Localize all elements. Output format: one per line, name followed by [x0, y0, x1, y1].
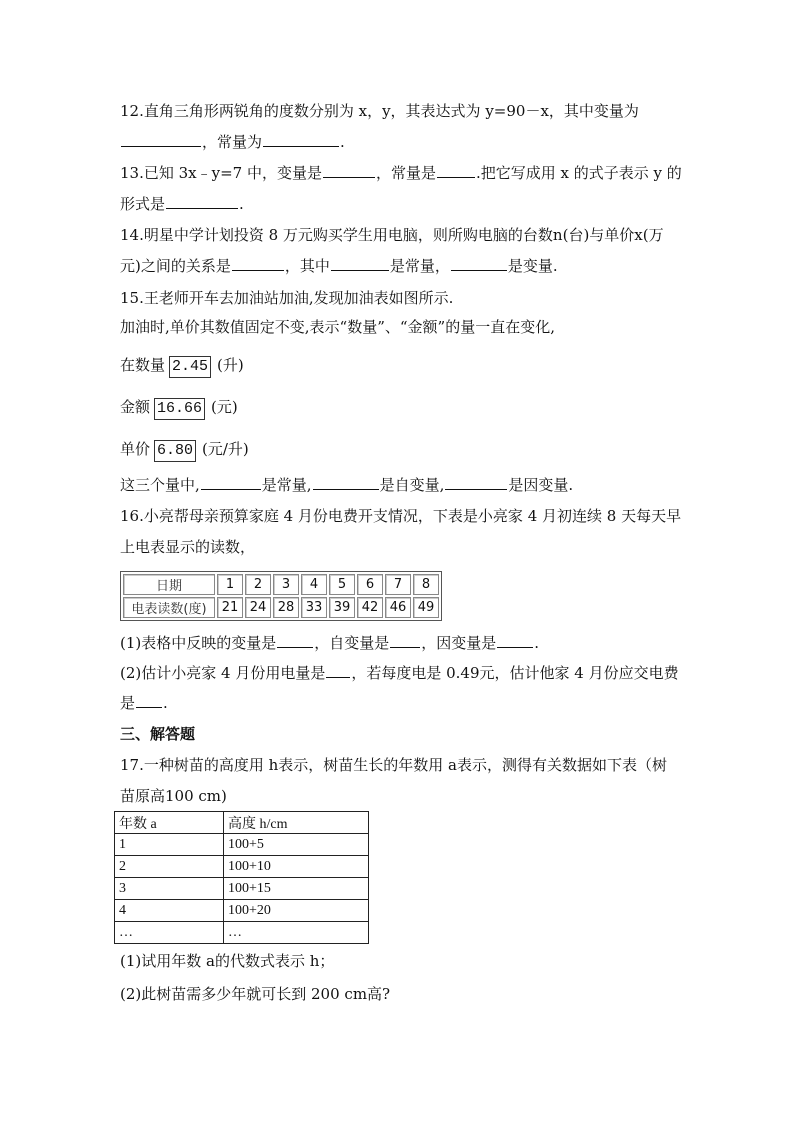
reading-cell: 24 [245, 597, 271, 618]
growth-table [114, 811, 369, 944]
q16-sub2-cont [120, 693, 168, 713]
table-row-date [123, 574, 439, 595]
q16-text: 16.小亮帮母亲预算家庭 4 月份电费开支情况，下表是小亮家 4 月初连续 8 天每天早 [120, 507, 682, 525]
height-cell: 100+5 [224, 834, 369, 856]
q15-amount-row [120, 396, 238, 420]
q17-sub1 [120, 951, 334, 971]
date-cell: 6 [357, 574, 383, 595]
q15-blank-dependent[interactable] [445, 475, 507, 490]
date-cell: 2 [245, 574, 271, 595]
date-cell: 7 [385, 574, 411, 595]
table-row [115, 900, 369, 922]
reading-header: 电表读数(度) [123, 597, 215, 618]
quantity-label: 在数量 [120, 356, 166, 374]
height-cell: … [224, 922, 369, 944]
years-cell: 2 [115, 856, 224, 878]
q14-blank-variable[interactable] [451, 256, 507, 271]
q14-text: 14.明星中学计划投资 8 万元购买学生用电脑，则所购电脑的台数n(台)与单价x(万 [120, 226, 664, 244]
height-cell: 100+20 [224, 900, 369, 922]
q16-sub2-b: ，若每度电是 0.49元，估计他家 4 月份应交电费 [351, 664, 679, 682]
meter-reading-table [120, 571, 442, 621]
q15-q-c: 是自变量, [379, 476, 445, 494]
q16-sub1-b: ，自变量是 [314, 634, 390, 652]
q13-blank-form[interactable] [166, 194, 238, 209]
q15-q-b: 是常量, [261, 476, 312, 494]
q17-line1 [120, 755, 667, 775]
quantity-unit: (升) [217, 356, 244, 374]
q16-blank-dependent[interactable] [497, 633, 533, 648]
price-unit: (元/升) [202, 440, 249, 458]
q13-blank-constant[interactable] [437, 163, 475, 178]
table-row [115, 878, 369, 900]
q15-q-d: 是因变量. [508, 476, 574, 494]
q15-q-a: 这三个量中, [120, 476, 200, 494]
q12-line2 [120, 132, 345, 152]
reading-cell: 33 [301, 597, 327, 618]
q13-line2 [120, 194, 244, 214]
q14-text-c: 是常量， [389, 257, 450, 275]
amount-unit: (元) [211, 398, 238, 416]
q16-blank-independent[interactable] [390, 633, 420, 648]
q16-sub2-a: (2)估计小亮家 4 月份用电量是 [120, 664, 326, 682]
q13-line1 [120, 163, 682, 183]
years-cell: 4 [115, 900, 224, 922]
height-cell: 100+15 [224, 878, 369, 900]
amount-display: 16.66 [154, 398, 205, 420]
reading-cell: 28 [273, 597, 299, 618]
q14-text-a: 元)之间的关系是 [120, 257, 231, 275]
q12-line1 [120, 101, 639, 121]
date-cell: 4 [301, 574, 327, 595]
q16-sub1-d: . [534, 634, 540, 652]
q17-sub2-text: (2)此树苗需多少年就可长到 200 cm高? [120, 985, 391, 1003]
q13-text-a: 13.已知 3x﹣y=7 中，变量是 [120, 164, 322, 182]
q15-blank-constant[interactable] [201, 475, 261, 490]
q16-sub1-c: ，因变量是 [421, 634, 497, 652]
reading-cell: 39 [329, 597, 355, 618]
q14-blank-constant[interactable] [331, 256, 389, 271]
q13-text-form: 形式是 [120, 195, 166, 213]
q12-blank-constant[interactable] [263, 132, 339, 147]
q13-text-c: .把它写成用 x 的式子表示 y 的 [476, 164, 682, 182]
q17-text-2: 苗原高100 cm) [120, 787, 227, 805]
date-header: 日期 [123, 574, 215, 595]
amount-label: 金额 [120, 398, 151, 416]
table-row-reading [123, 597, 439, 618]
date-cell: 5 [329, 574, 355, 595]
q12-text: 12.直角三角形两锐角的度数分别为 x，y，其表达式为 y=90－x，其中变量为 [120, 102, 639, 120]
q14-blank-relation[interactable] [232, 256, 284, 271]
q15-question [120, 475, 573, 495]
col-header-height: 高度 h/cm [224, 812, 369, 834]
q15-price-row [120, 438, 249, 462]
q16-line2 [120, 537, 255, 557]
price-display: 6.80 [154, 440, 196, 462]
q17-text: 17.一种树苗的高度用 h表示，树苗生长的年数用 a表示，测得有关数据如下表（树 [120, 756, 667, 774]
q16-line1 [120, 506, 681, 526]
q15-text: 15.王老师开车去加油站加油,发现加油表如图所示. [120, 289, 454, 307]
reading-cell: 46 [385, 597, 411, 618]
date-cell: 3 [273, 574, 299, 595]
reading-cell: 49 [413, 597, 439, 618]
q15-quantity-row [120, 354, 244, 378]
table-header-row [115, 812, 369, 834]
q14-line2 [120, 256, 558, 276]
q12-text-const: ，常量为 [202, 133, 263, 151]
q16-blank-variables[interactable] [277, 633, 313, 648]
q16-sub2 [120, 663, 679, 683]
height-cell: 100+10 [224, 856, 369, 878]
q17-sub2 [120, 984, 390, 1004]
q13-period: . [239, 195, 244, 213]
q15-line2 [120, 317, 555, 337]
date-cell: 1 [217, 574, 243, 595]
table-row [115, 856, 369, 878]
q15-line1 [120, 288, 453, 308]
q16-sub2-c: 是 [120, 694, 136, 712]
q14-text-d: 是变量. [507, 257, 558, 275]
price-label: 单价 [120, 440, 151, 458]
quantity-display: 2.45 [169, 356, 211, 378]
q15-blank-independent[interactable] [313, 475, 379, 490]
table-row [115, 834, 369, 856]
q13-blank-variable[interactable] [323, 163, 375, 178]
col-header-years: 年数 a [115, 812, 224, 834]
table-row [115, 922, 369, 944]
q16-sub1-a: (1)表格中反映的变量是 [120, 634, 277, 652]
q17-sub1-text: (1)试用年数 a的代数式表示 h； [120, 952, 335, 970]
q16-blank-usage[interactable] [326, 663, 350, 678]
q14-text-b: ，其中 [284, 257, 330, 275]
q12-blank-variable[interactable] [121, 132, 201, 147]
years-cell: … [115, 922, 224, 944]
years-cell: 1 [115, 834, 224, 856]
q16-sub1 [120, 633, 539, 653]
reading-cell: 42 [357, 597, 383, 618]
years-cell: 3 [115, 878, 224, 900]
reading-cell: 21 [217, 597, 243, 618]
q16-blank-fee[interactable] [136, 693, 162, 708]
section-title: 三、解答题 [120, 725, 196, 743]
q16-sub2-d: . [163, 694, 168, 712]
q17-line2 [120, 786, 227, 806]
date-cell: 8 [413, 574, 439, 595]
q16-text-2: 上电表显示的读数， [120, 538, 256, 556]
q15-text-2: 加油时,单价其数值固定不变,表示“数量”、“金额”的量一直在变化, [120, 318, 555, 336]
q13-text-b: ，常量是 [375, 164, 436, 182]
q14-line1 [120, 225, 664, 245]
q12-period: . [340, 133, 345, 151]
